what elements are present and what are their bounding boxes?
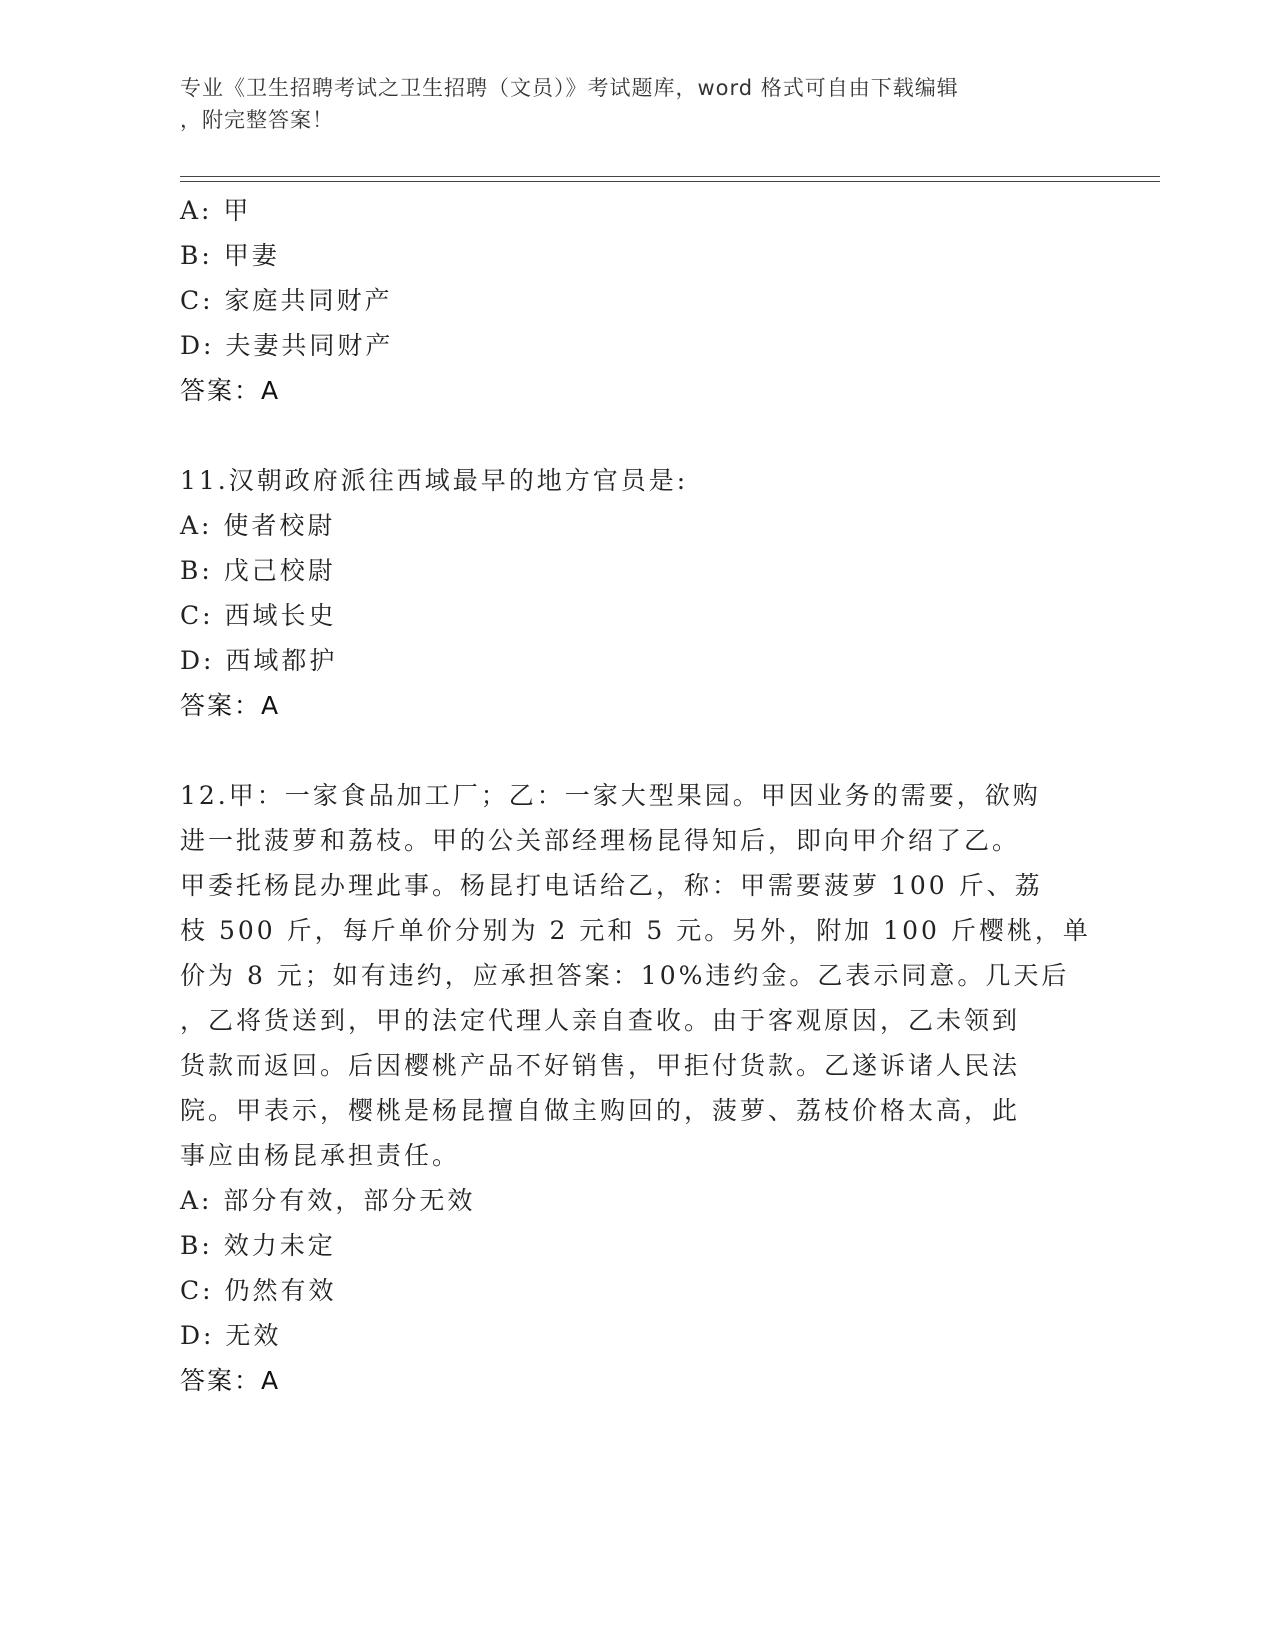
document-header	[180, 72, 1060, 136]
question-line: 12.甲：一家食品加工厂；乙：一家大型果园。甲因业务的需要，欲购	[180, 781, 1041, 810]
answer-line: 答案：A	[180, 691, 281, 720]
question-line: 院。甲表示，樱桃是杨昆擅自做主购回的，菠萝、荔枝价格太高，此	[180, 1096, 1021, 1125]
header-divider-top	[180, 176, 1160, 177]
question-line: 甲委托杨昆办理此事。杨昆打电话给乙，称：甲需要菠萝 100 斤、荔	[180, 871, 1043, 900]
question-11	[180, 458, 1080, 728]
spacer	[180, 413, 1080, 458]
question-line: ，乙将货送到，甲的法定代理人亲自查收。由于客观原因，乙未领到	[180, 1006, 1021, 1035]
option-a: A: 使者校尉	[180, 511, 336, 540]
question-10	[180, 188, 1080, 413]
header-line-2: ，附完整答案！	[180, 108, 334, 132]
question-text: 11.汉朝政府派往西域最早的地方官员是:	[180, 466, 689, 495]
question-line: 价为 8 元；如有违约，应承担答案：10%违约金。乙表示同意。几天后	[180, 961, 1070, 990]
answer-line: 答案：A	[180, 376, 281, 405]
option-d: D: 无效	[180, 1321, 282, 1350]
option-b: B: 甲妻	[180, 241, 280, 270]
option-d: D: 西域都护	[180, 646, 338, 675]
question-line: 货款而返回。后因樱桃产品不好销售，甲拒付货款。乙遂诉诸人民法	[180, 1051, 1021, 1080]
question-text	[180, 773, 1091, 1178]
spacer	[180, 728, 1080, 773]
header-divider-bottom	[180, 181, 1160, 182]
question-line: 进一批菠萝和荔枝。甲的公关部经理杨昆得知后，即向甲介绍了乙。	[180, 826, 1021, 855]
question-12	[180, 773, 1091, 1403]
option-a: A: 部分有效，部分无效	[180, 1186, 476, 1215]
answer-line: 答案：A	[180, 1366, 281, 1395]
option-b: B: 效力未定	[180, 1231, 336, 1260]
option-c: C: 西域长史	[180, 601, 337, 630]
question-line: 枝 500 斤，每斤单价分别为 2 元和 5 元。另外，附加 100 斤樱桃，单	[180, 916, 1091, 945]
header-line-1: 专业《卫生招聘考试之卫生招聘（文员）》考试题库，word 格式可自由下载编辑	[180, 76, 959, 100]
option-c: C: 仍然有效	[180, 1276, 337, 1305]
option-b: B: 戊己校尉	[180, 556, 336, 585]
option-c: C: 家庭共同财产	[180, 286, 393, 315]
option-a: A: 甲	[180, 196, 252, 225]
option-d: D: 夫妻共同财产	[180, 331, 394, 360]
question-list	[180, 188, 1091, 1403]
question-line: 事应由杨昆承担责任。	[180, 1141, 461, 1170]
